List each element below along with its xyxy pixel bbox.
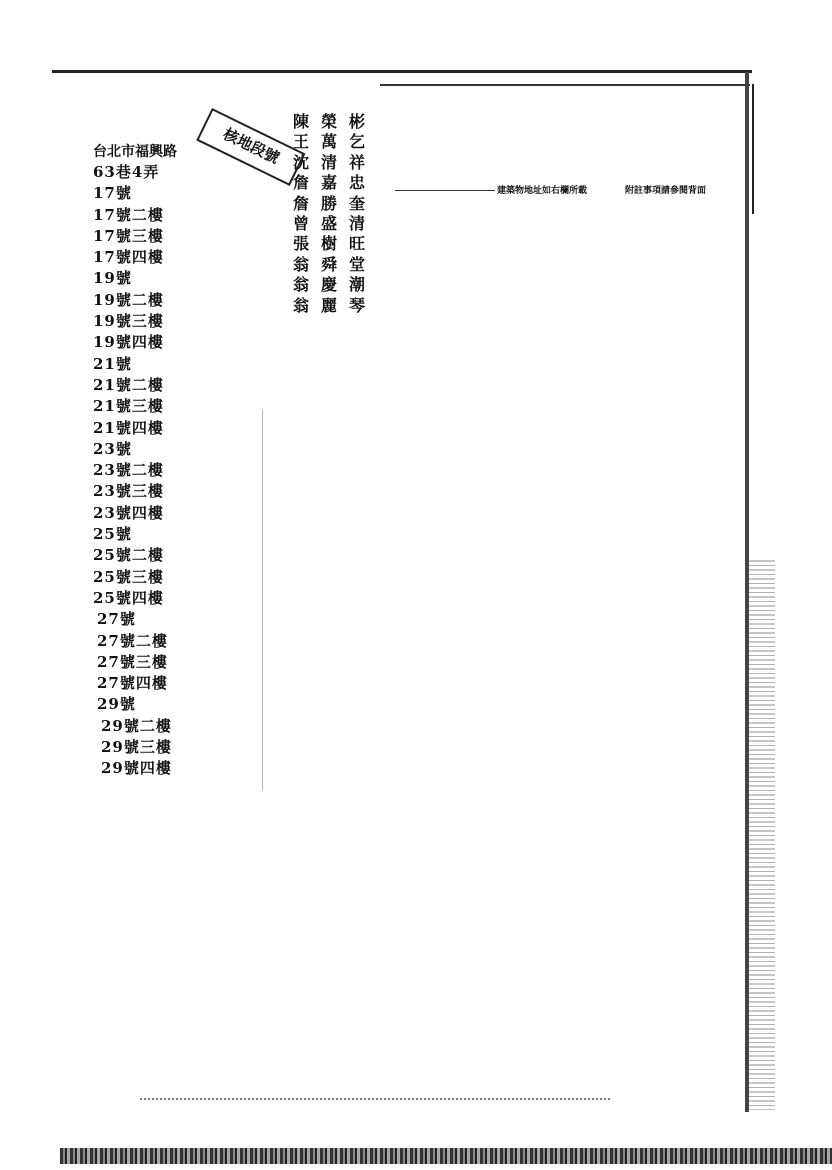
address-line: 23號二樓 bbox=[93, 461, 164, 480]
dotted-footer-line bbox=[140, 1098, 610, 1100]
column-divider bbox=[262, 410, 263, 790]
address-line: 29號二樓 bbox=[101, 716, 172, 735]
address-line: 63巷4弄 bbox=[93, 163, 160, 181]
address-line: 25號二樓 bbox=[93, 546, 164, 565]
address-line: 23號四樓 bbox=[93, 503, 164, 522]
address-line: 29號三樓 bbox=[101, 738, 172, 757]
address-line: 27號 bbox=[97, 610, 136, 629]
scan-noise-bottom bbox=[60, 1148, 832, 1164]
address-street-header: 台北市福興路 bbox=[93, 144, 177, 160]
address-line: 19號 bbox=[93, 269, 132, 288]
address-line: 23號 bbox=[93, 439, 132, 458]
address-line: 29號四樓 bbox=[101, 759, 172, 778]
address-line: 17號四樓 bbox=[93, 248, 164, 267]
connector-line bbox=[395, 190, 495, 191]
right-border-line-secondary bbox=[752, 84, 754, 214]
address-line: 25號四樓 bbox=[93, 588, 164, 607]
address-line: 19號三樓 bbox=[93, 312, 164, 331]
address-line: 27號四樓 bbox=[97, 674, 168, 693]
owner-name-column: 陳王沈詹詹曾張翁翁翁 bbox=[293, 112, 310, 315]
address-line: 21號四樓 bbox=[93, 418, 164, 437]
address-line: 23號三樓 bbox=[93, 482, 164, 501]
top-border-line bbox=[52, 70, 752, 73]
address-line: 17號三樓 bbox=[93, 226, 164, 245]
top-border-line-secondary bbox=[380, 84, 750, 86]
address-line: 25號三樓 bbox=[93, 567, 164, 586]
scan-noise-right bbox=[749, 560, 775, 1110]
address-line: 21號 bbox=[93, 354, 132, 373]
address-line: 17號 bbox=[93, 184, 132, 203]
address-line: 27號二樓 bbox=[97, 631, 168, 650]
owner-names bbox=[293, 112, 365, 316]
address-line: 17號二樓 bbox=[93, 205, 164, 224]
official-stamp: 核地段號 bbox=[196, 108, 305, 186]
address-line: 21號二樓 bbox=[93, 375, 164, 394]
address-line: 19號二樓 bbox=[93, 290, 164, 309]
owner-name-column: 彬乞祥忠奎清旺堂潮琴 bbox=[349, 112, 366, 315]
address-list bbox=[93, 162, 172, 780]
annotation-right: 附註事項請參閱背面 bbox=[625, 186, 707, 196]
address-line: 27號三樓 bbox=[97, 652, 168, 671]
address-line: 25號 bbox=[93, 525, 132, 544]
owner-name-column: 榮萬清嘉勝盛樹舜慶麗 bbox=[321, 112, 338, 315]
address-line: 19號四樓 bbox=[93, 333, 164, 352]
address-line: 29號 bbox=[97, 695, 136, 714]
annotation-left: 建築物地址如右欄所載 bbox=[497, 186, 588, 196]
address-line: 21號三樓 bbox=[93, 397, 164, 416]
